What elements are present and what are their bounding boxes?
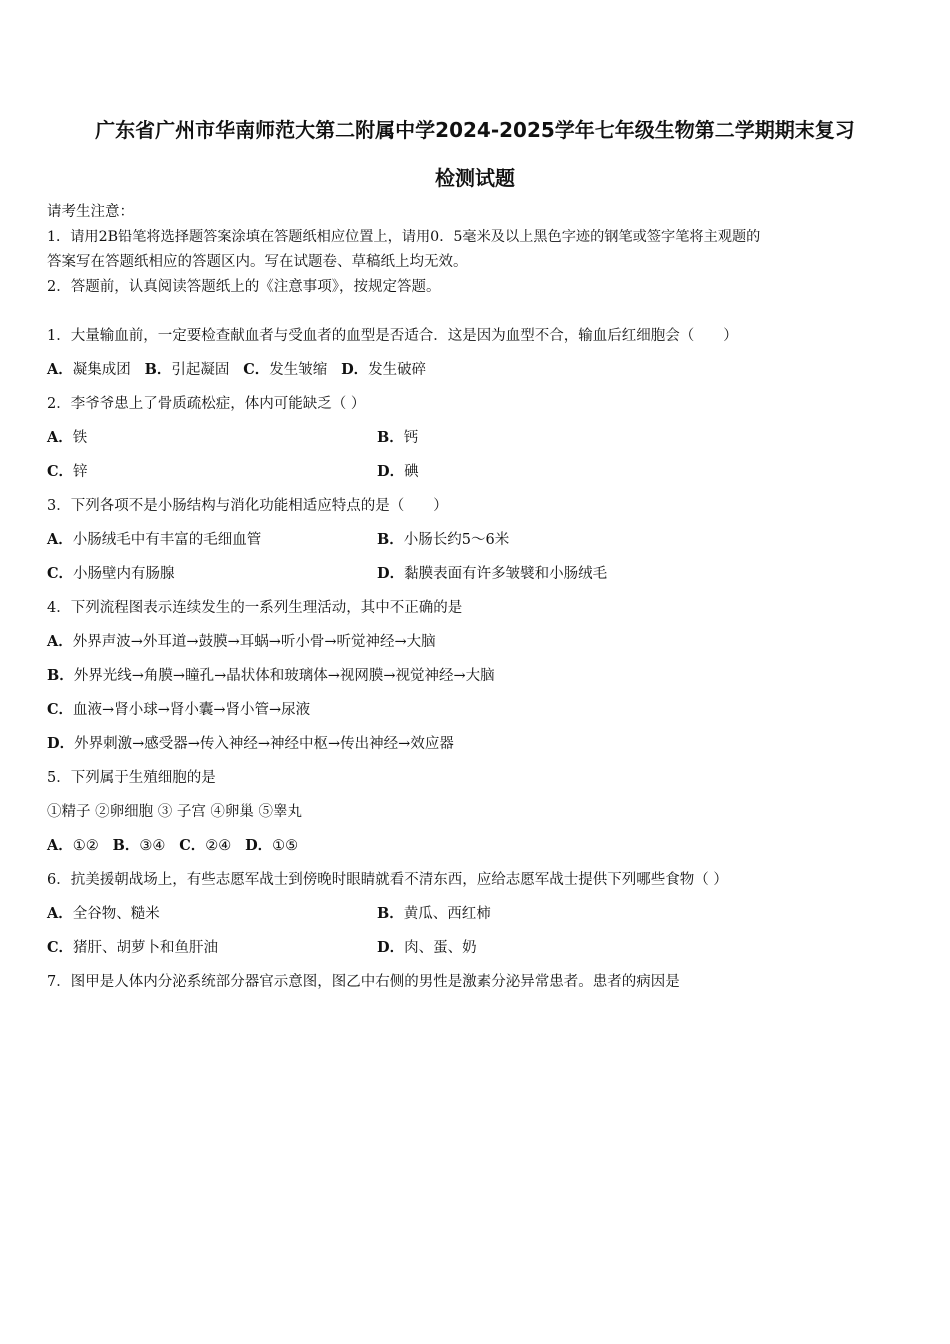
notice-item-1b: 答案写在答题纸相应的答题区内。写在试题卷、草稿纸上均无效。 — [47, 254, 468, 270]
option-label: A． — [47, 429, 73, 446]
option-text: 锌 — [73, 464, 88, 480]
question-6-option-b — [377, 904, 491, 924]
option-label: B． — [377, 429, 404, 446]
question-2-option-a — [47, 428, 87, 448]
option-label: D． — [377, 565, 405, 582]
question-4-option-b — [47, 666, 495, 686]
option-label: B． — [112, 837, 140, 854]
question-4-option-c — [47, 700, 310, 720]
option-text: 铁 — [72, 430, 88, 446]
option-label: B． — [377, 905, 404, 922]
option-label: B． — [144, 361, 172, 378]
option-text: 外界刺激→感受器→传入神经→神经中枢→传出神经→效应器 — [74, 736, 454, 752]
question-6-stem: 6．抗美援朝战场上，有些志愿军战士到傍晚时眼睛就看不清东西，应给志愿军战士提供下列哪些食物（ ） — [47, 872, 728, 888]
question-2-option-d — [377, 462, 419, 482]
question-1-stem: 1．大量输血前，一定要检查献血者与受血者的血型是否适合．这是因为血型不合，输血后红细胞会（ ） — [47, 328, 738, 344]
option-text: 黏膜表面有许多皱襞和小肠绒毛 — [404, 566, 608, 582]
option-label: A． — [47, 361, 73, 378]
page-title-line2: 检测试题 — [435, 166, 515, 190]
option-label: A． — [47, 837, 73, 854]
option-label: C． — [47, 463, 74, 480]
option-text: 发生皱缩 — [269, 362, 328, 378]
question-5-options — [47, 836, 298, 856]
option-text: 外界声波→外耳道→鼓膜→耳蜗→听小骨→听觉神经→大脑 — [72, 634, 436, 650]
option-label: C． — [47, 939, 74, 956]
option-text: 小肠绒毛中有丰富的毛细血管 — [72, 532, 262, 548]
question-3-stem: 3．下列各项不是小肠结构与消化功能相适应特点的是（ ） — [47, 498, 448, 514]
option-text: 凝集成团 — [72, 362, 131, 378]
question-2-stem: 2．李爷爷患上了骨质疏松症，体内可能缺乏（ ） — [47, 396, 366, 412]
option-text: 肉、蛋、奶 — [404, 940, 477, 956]
question-5-items: ①精子 ②卵细胞 ③ 子宫 ④卵巢 ⑤睾丸 — [47, 804, 303, 820]
question-3-option-a — [47, 530, 261, 550]
option-label: A． — [47, 905, 73, 922]
option-label: D． — [245, 837, 273, 854]
option-text: 黄瓜、西红柿 — [403, 906, 491, 922]
option-label: D． — [47, 735, 75, 752]
option-label: C． — [47, 701, 74, 718]
option-text: ①② — [72, 838, 99, 854]
option-text: 引起凝固 — [171, 362, 230, 378]
question-3-option-c — [47, 564, 175, 584]
page-title-line1: 广东省广州市华南师范大第二附属中学2024-2025学年七年级生物第二学期期末复习 — [95, 118, 855, 142]
question-4-option-d — [47, 734, 454, 754]
question-5-stem: 5．下列属于生殖细胞的是 — [47, 770, 216, 786]
question-4-stem: 4．下列流程图表示连续发生的一系列生理活动，其中不正确的是 — [47, 600, 463, 616]
option-label: A． — [47, 531, 73, 548]
option-text: 钙 — [403, 430, 419, 446]
option-text: 小肠壁内有肠腺 — [73, 566, 175, 582]
option-text: 碘 — [404, 464, 419, 480]
notice-item-1a: 1．请用2B铅笔将选择题答案涂填在答题纸相应位置上，请用0．5毫米及以上黑色字迹的钢笔或签字笔将主观题的 — [47, 229, 761, 245]
option-label: A． — [47, 633, 73, 650]
option-text: 发生破碎 — [368, 362, 427, 378]
question-3-option-d — [377, 564, 607, 584]
notice-item-2: 2．答题前，认真阅读答题纸上的《注意事项》，按规定答题。 — [47, 279, 441, 295]
option-label: B． — [47, 667, 74, 684]
option-label: C． — [47, 565, 74, 582]
option-text: 血液→肾小球→肾小囊→肾小管→尿液 — [73, 702, 311, 718]
option-text: 猪肝、胡萝卜和鱼肝油 — [73, 940, 219, 956]
option-label: C． — [179, 837, 206, 854]
question-6-option-a — [47, 904, 160, 924]
option-text: 外界光线→角膜→瞳孔→晶状体和玻璃体→视网膜→视觉神经→大脑 — [73, 668, 495, 684]
option-label: D． — [377, 939, 405, 956]
question-6-option-c — [47, 938, 218, 958]
question-3-option-b — [377, 530, 509, 550]
option-label: B． — [377, 531, 404, 548]
question-6-option-d — [377, 938, 477, 958]
question-2-option-c — [47, 462, 88, 482]
notice-heading: 请考生注意： — [47, 204, 134, 220]
question-4-option-a — [47, 632, 436, 652]
option-text: ②④ — [205, 838, 232, 854]
question-7-stem: 7．图甲是人体内分泌系统部分器官示意图，图乙中右侧的男性是激素分泌异常患者。患者的病因是 — [47, 974, 680, 990]
option-label: D． — [377, 463, 405, 480]
option-label: C． — [243, 361, 270, 378]
question-1-options — [47, 360, 426, 380]
option-label: D． — [341, 361, 369, 378]
option-text: ①⑤ — [272, 838, 299, 854]
option-text: 小肠长约5～6米 — [403, 532, 510, 548]
option-text: 全谷物、糙米 — [72, 906, 160, 922]
question-2-option-b — [377, 428, 418, 448]
option-text: ③④ — [139, 838, 166, 854]
